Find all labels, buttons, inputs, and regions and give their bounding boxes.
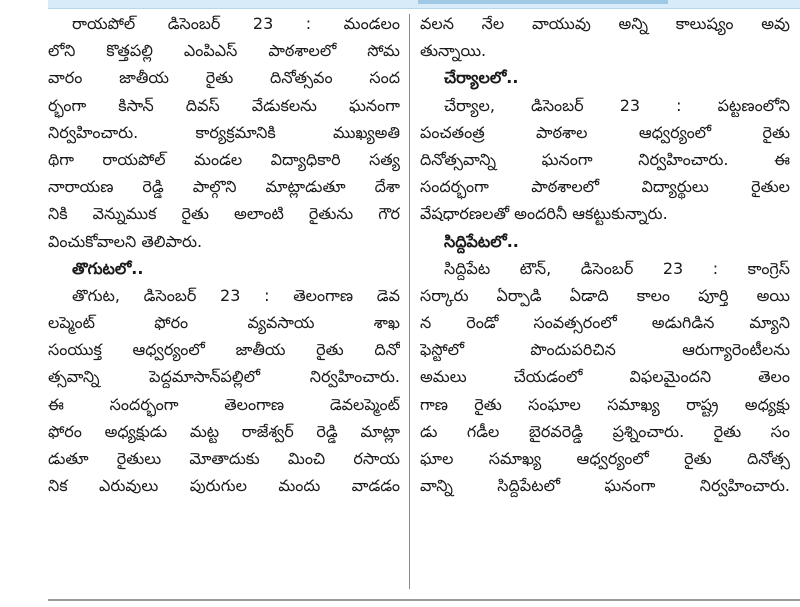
article-line: త్సవాన్ని పెద్దమాసాన్‌పల్లిలో నిర్వహించారు. — [48, 367, 400, 387]
right-column — [420, 10, 790, 595]
column-divider — [409, 14, 410, 589]
article-line: వించుకోవాలని తెలిపారు. — [48, 231, 203, 251]
article-line: గాణ రైతు సంఘాల సమాఖ్య రాష్ట్ర అధ్యక్షు — [420, 394, 790, 414]
article-line: న రెండో సంవత్సరంలో అడుగిడిన మ్యాని — [420, 313, 790, 333]
article-line: అమలు చేయడంలో విఫలమైందని తెలం — [420, 367, 790, 387]
bottom-rule — [48, 599, 800, 601]
article-line: నారాయణ రెడ్డి పాల్గొని మాట్లాడుతూ దేశా — [48, 177, 400, 197]
article-line: సంయుక్త ఆధ్వర్యంలో జాతీయ రైతు దినో — [48, 340, 400, 360]
article-line: ఘాల సమాఖ్య ఆధ్వర్యంలో రైతు దినోత్స — [420, 449, 790, 468]
article-line: వలన నేల వాయువు అన్ని కాలుష్యం అవు — [420, 14, 790, 33]
top-header-band — [48, 0, 800, 9]
article-line: తొగుట, డిసెంబర్ 23 : తెలంగాణ డెవ — [72, 285, 400, 305]
article-line: లోని కొత్తపల్లి ఎంపిఎస్ పాఠశాలలో సోమ — [48, 41, 400, 61]
article-line: ఈ సందర్భంగా తెలంగాణ డెవలప్మెంట్ — [48, 394, 400, 414]
article-line: నిర్వహించారు. కార్యక్రమానికి ముఖ్యఅతి — [48, 122, 400, 142]
section-heading-siddipet: సిద్దిపేటలో.. — [444, 231, 519, 251]
article-line: పంచతంత్ర పాఠశాల ఆధ్వర్యంలో రైతు — [420, 122, 790, 142]
article-line: ఫోరం అధ్యక్షుడు మట్ట రాజేశ్వర్ రెడ్డి మాట్లా — [48, 421, 400, 441]
article-line: రాయపోల్ డిసెంబర్ 23 : మండలం — [72, 14, 400, 33]
article-line: ర్భంగా కిసాన్ దివస్ వేడుకలను ఘనంగా — [48, 95, 400, 115]
article-line: సందర్భంగా పాఠశాలలో విద్యార్థులు రైతుల — [420, 177, 790, 197]
article-line: లప్మెంట్ ఫోరం వ్యవసాయ శాఖ — [48, 313, 400, 333]
article-line: థిగా రాయపోల్ మండల విద్యాధికారి సత్య — [48, 149, 400, 169]
article-line: డు గడీల బైరవరెడ్డి ప్రశ్నించారు. రైతు సం — [420, 421, 790, 441]
article-line: వాన్ని సిద్దిపేటలో ఘనంగా నిర్వహించారు. — [420, 476, 790, 496]
article-line: నిక ఎరువులు పురుగుల మందు వాడడం — [48, 476, 400, 496]
article-line: సర్కారు ఏర్పాడి ఏడాది కాలం పూర్తి అయి — [420, 285, 790, 305]
section-heading-thoguta: తొగుటలో.. — [72, 258, 144, 278]
article-line: నికి వెన్నుముక రైతు అలాంటి రైతును గౌర — [48, 204, 400, 224]
article-line: చేర్యాల, డిసెంబర్ 23 : పట్టణంలోని — [444, 95, 790, 115]
article-line: వేషధారణలతో అందరినీ ఆకట్టుకున్నారు. — [420, 204, 668, 224]
article-line: దినోత్సవాన్ని ఘనంగా నిర్వహించారు. ఈ — [420, 149, 790, 169]
article-line: వారం జాతీయ రైతు దినోత్సవం సంద — [48, 68, 400, 88]
newspaper-article — [48, 10, 788, 595]
header-band-mark — [418, 0, 668, 4]
section-heading-cheryala: చేర్యాలలో.. — [444, 68, 519, 88]
article-line: సిద్దిపేట టౌన్, డిసెంబర్ 23 : కాంగ్రెస్ — [444, 258, 790, 278]
left-column — [48, 10, 400, 595]
article-line: తున్నాయి. — [420, 41, 487, 61]
article-line: డుతూ రైతులు మోతాదుకు మించి రసాయ — [48, 449, 400, 468]
article-line: ఫెస్టోలో పొందుపరిచిన ఆరుగ్యారెంటీలను — [420, 340, 790, 360]
